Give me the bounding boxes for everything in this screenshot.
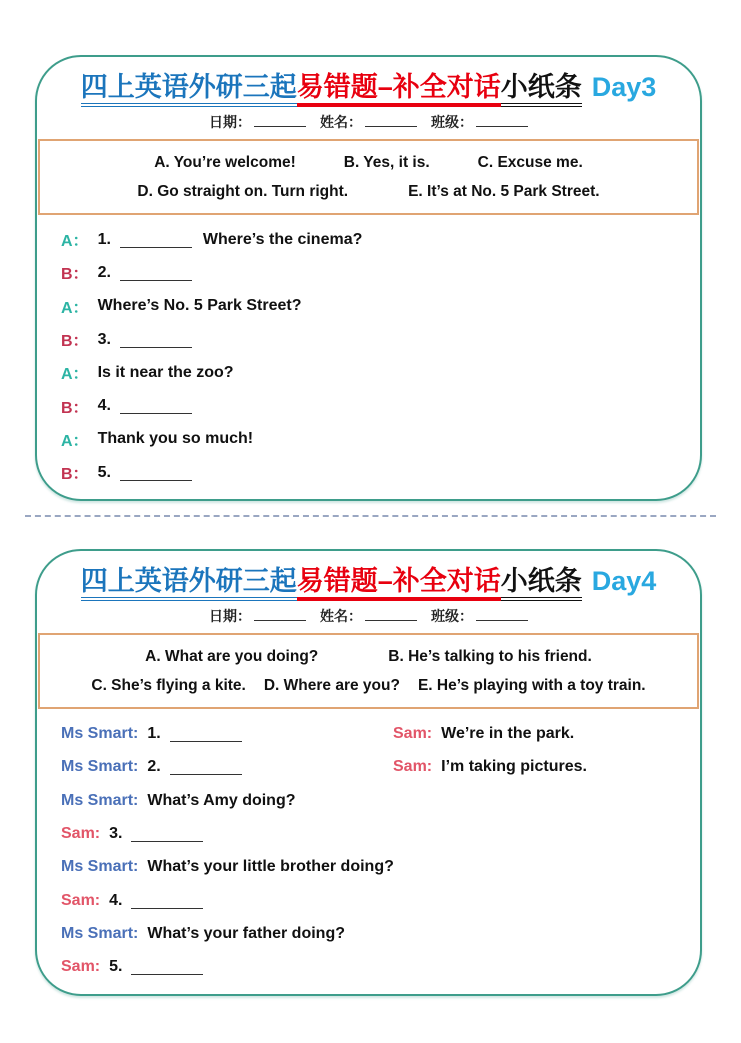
worksheet-card-day3	[35, 55, 702, 501]
blank-number: 4.	[109, 891, 123, 909]
option-a: A. You’re welcome!	[154, 154, 296, 171]
dialogue-text: I’m taking pictures.	[441, 758, 587, 776]
date-blank[interactable]	[254, 113, 306, 127]
blank-number: 3.	[97, 330, 111, 348]
class-label: 班级：	[431, 114, 473, 130]
speaker-label: Ms Smart:	[61, 858, 139, 876]
speaker-label: Ms Smart:	[61, 924, 139, 942]
speaker-label: B：	[61, 333, 89, 351]
dialogue-line	[61, 884, 690, 917]
dialogue-line	[61, 784, 690, 817]
fill-blank[interactable]	[170, 759, 242, 775]
option-b: B. He’s talking to his friend.	[388, 648, 592, 666]
dialogue-line	[61, 456, 690, 489]
speaker-label: A：	[61, 366, 89, 384]
date-label: 日期：	[209, 114, 251, 130]
speaker-label: Sam:	[393, 758, 433, 776]
option-d: D. Go straight on. Turn right.	[137, 183, 349, 200]
dialogue-line	[61, 751, 690, 784]
blank-number: 3.	[109, 824, 123, 842]
fill-blank[interactable]	[120, 332, 192, 348]
dialogue-line	[61, 950, 690, 983]
blank-number: 2.	[97, 263, 111, 281]
class-label: 班级：	[431, 608, 473, 625]
student-info-line	[37, 112, 700, 132]
option-a: A. What are you doing?	[145, 648, 319, 666]
option-d: D. Where are you?	[263, 677, 400, 695]
options-line-1	[44, 642, 693, 671]
dialogue-text: Thank you so much!	[97, 430, 254, 448]
class-blank[interactable]	[476, 113, 528, 127]
speaker-label: B：	[61, 266, 89, 284]
fill-blank[interactable]	[131, 959, 203, 975]
reply-column	[393, 751, 587, 784]
title-part-topic: 易错题–补全对话	[297, 72, 501, 107]
blank-number: 1.	[97, 230, 111, 248]
name-blank[interactable]	[365, 113, 417, 127]
dialogue-text: We’re in the park.	[441, 725, 575, 743]
option-e: E. He’s playing with a toy train.	[417, 677, 646, 695]
dialogue-line	[61, 717, 690, 750]
dialogue-text: What’s your father doing?	[147, 924, 345, 942]
option-c: C. She’s flying a kite.	[91, 677, 246, 695]
title-part-note: 小纸条	[501, 566, 582, 601]
fill-blank[interactable]	[120, 265, 192, 281]
reply-column	[393, 717, 574, 750]
options-box	[38, 633, 699, 709]
dialogue-line	[61, 851, 690, 884]
options-line-2	[44, 177, 693, 206]
dialogue-day3	[37, 215, 700, 499]
dialogue-line	[61, 223, 690, 256]
speaker-label: Ms Smart:	[61, 791, 139, 809]
dialogue-text: Is it near the zoo?	[97, 363, 234, 381]
dialogue-line	[61, 323, 690, 356]
title-part-note: 小纸条	[501, 72, 582, 107]
option-c: C. Excuse me.	[477, 154, 583, 171]
dialogue-line	[61, 817, 690, 850]
speaker-label: Sam:	[61, 824, 101, 842]
dialogue-day4	[37, 709, 700, 993]
title-part-course: 四上英语外研三起	[81, 72, 297, 107]
dialogue-line	[61, 256, 690, 289]
day-label: Day4	[591, 566, 657, 597]
speaker-label: A：	[61, 299, 89, 317]
speaker-label: Ms Smart:	[61, 725, 139, 743]
title-part-course: 四上英语外研三起	[81, 566, 297, 601]
blank-number: 5.	[109, 958, 123, 976]
speaker-label: B：	[61, 399, 89, 417]
dialogue-line	[61, 917, 690, 950]
dialogue-text: What’s your little brother doing?	[147, 858, 394, 876]
option-e: E. It’s at No. 5 Park Street.	[408, 183, 600, 200]
name-label: 姓名：	[320, 608, 362, 625]
options-line-1	[44, 148, 693, 177]
speaker-label: Sam:	[61, 958, 101, 976]
blank-number: 4.	[97, 397, 111, 415]
date-blank[interactable]	[254, 607, 306, 621]
name-blank[interactable]	[365, 607, 417, 621]
options-line-2	[44, 671, 693, 700]
dialogue-line	[61, 290, 690, 323]
fill-blank[interactable]	[170, 726, 242, 742]
worksheet-title	[37, 69, 700, 105]
speaker-label: B：	[61, 466, 89, 484]
fill-blank[interactable]	[131, 826, 203, 842]
dialogue-text: What’s Amy doing?	[147, 791, 296, 809]
fill-blank[interactable]	[120, 398, 192, 414]
dialogue-line	[61, 356, 690, 389]
section-divider	[25, 515, 716, 517]
blank-number: 2.	[147, 758, 161, 776]
dialogue-text: Where’s the cinema?	[202, 230, 363, 248]
speaker-label: A：	[61, 432, 89, 450]
day-label: Day3	[591, 72, 657, 102]
speaker-label: A：	[61, 233, 89, 251]
speaker-label: Sam:	[393, 725, 433, 743]
fill-blank[interactable]	[120, 232, 192, 248]
worksheet-title	[37, 563, 700, 599]
date-label: 日期：	[209, 608, 251, 625]
fill-blank[interactable]	[120, 465, 192, 481]
student-info-line	[37, 606, 700, 626]
dialogue-line	[61, 423, 690, 456]
blank-number: 5.	[97, 463, 111, 481]
class-blank[interactable]	[476, 607, 528, 621]
fill-blank[interactable]	[131, 893, 203, 909]
dialogue-text: Where’s No. 5 Park Street?	[97, 297, 302, 315]
dialogue-line	[61, 389, 690, 422]
option-b: B. Yes, it is.	[343, 154, 430, 171]
title-part-topic: 易错题–补全对话	[297, 566, 501, 601]
speaker-label: Ms Smart:	[61, 758, 139, 776]
blank-number: 1.	[147, 725, 161, 743]
worksheet-card-day4	[35, 549, 702, 995]
options-box	[38, 139, 699, 215]
name-label: 姓名：	[320, 114, 362, 130]
speaker-label: Sam:	[61, 891, 101, 909]
